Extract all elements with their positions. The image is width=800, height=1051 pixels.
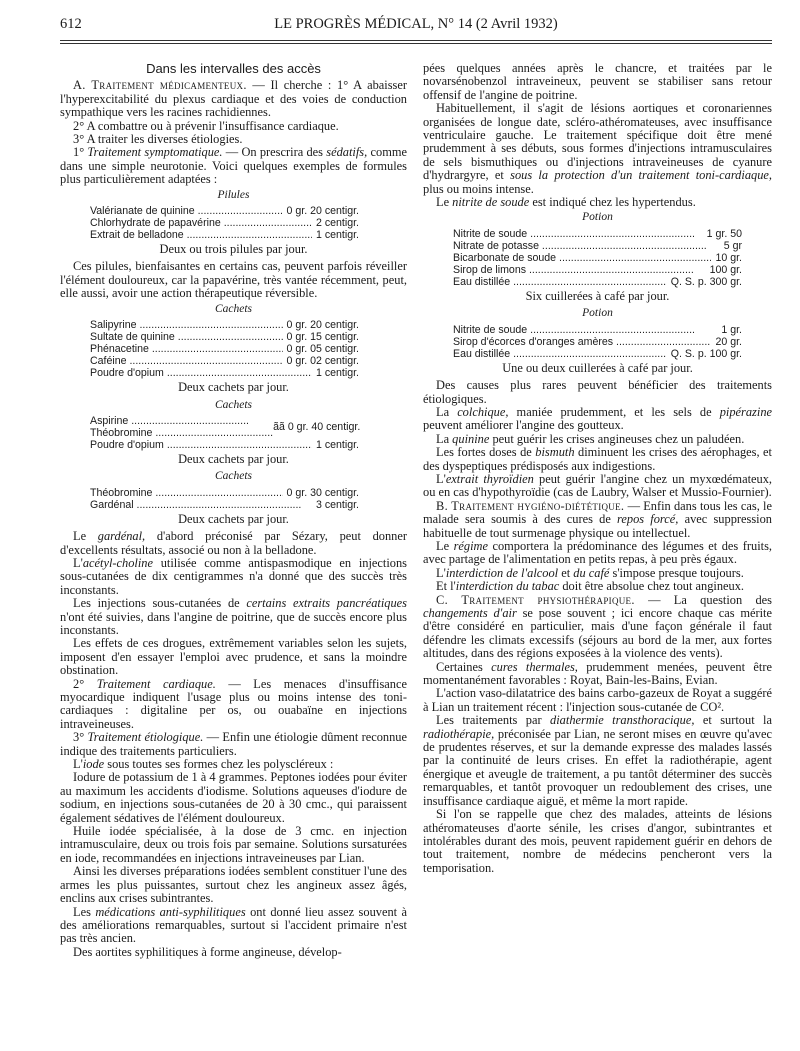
paragraph: Huile iodée spécialisée, à la dose de 3 cmc. en injection intramusculaire, deux ou trois fois par semaine. Solutions sursaturées en iode, recommandées en injections intraveineuses par Lian. bbox=[60, 824, 407, 865]
text: et bbox=[558, 565, 574, 580]
ingredient: Valérianate de quinine ..... bbox=[90, 205, 283, 217]
text: Les bbox=[73, 904, 96, 919]
dose: 0 gr. 20 centigr. bbox=[286, 319, 359, 332]
emphasis: colchique, bbox=[457, 404, 509, 419]
paragraph bbox=[423, 580, 772, 593]
right-column bbox=[423, 62, 772, 875]
text: s'impose presque toujours. bbox=[609, 565, 744, 580]
text: — La question des bbox=[634, 592, 772, 607]
paragraph: Iodure de potassium de 1 à 4 grammes. Peptones iodées pour éviter au maximum les accidents d'iodisme. Solutions aqueuses d'iodure de sodium, en injections sous-cutanées de 20 à 30 cmc., qui paraissent également sédatives de l'élément douloureux. bbox=[60, 770, 407, 825]
prescription-row bbox=[90, 205, 359, 217]
dose: Q. S. p. 100 gr. bbox=[670, 347, 742, 360]
emphasis: du café bbox=[573, 565, 610, 580]
emphasis: gardénal, bbox=[97, 529, 146, 544]
dosage-note: Deux cachets par jour. bbox=[178, 511, 289, 526]
emphasis: radiothérapie, bbox=[423, 726, 495, 741]
paragraph bbox=[60, 557, 407, 597]
paragraph bbox=[423, 714, 772, 808]
paragraph bbox=[423, 406, 772, 433]
text: n'ont été suivies, dans l'angine de poitrine, que de succès encore plus inconstants. bbox=[60, 609, 407, 637]
ingredient: Caféine ..... bbox=[90, 355, 283, 367]
text: Le bbox=[436, 538, 454, 553]
dosage-note: Une ou deux cuillerées à café par jour. bbox=[502, 360, 693, 375]
subsection-label: B. Traitement hygiéno-diététique. bbox=[436, 498, 625, 513]
prescription-potion-2 bbox=[423, 307, 772, 375]
paragraph bbox=[60, 758, 407, 771]
text: 1° bbox=[73, 145, 88, 160]
paragraph bbox=[423, 433, 772, 446]
text: utilisée comme antispasmodique en injections sous-cutanées de dix centigrammes n'a donné que des succès très inconstants. bbox=[60, 555, 407, 597]
dose: 1 centigr. bbox=[316, 438, 359, 451]
text: sous toutes ses formes chez les polyscléreux : bbox=[104, 757, 334, 772]
prescription-row bbox=[90, 355, 359, 367]
paragraph bbox=[423, 594, 772, 661]
text: d'abord préconisé par Sézary, peut donner d'excellents résultats, associé ou non à la belladone. bbox=[60, 529, 407, 557]
paragraph bbox=[423, 473, 772, 500]
emphasis: interdiction de l'alcool bbox=[445, 565, 559, 580]
dose: 0 gr. 20 centigr. bbox=[286, 205, 359, 218]
text: — Les menaces d'insuffisance myocardique indiquent l'usage plus ou moins intense des toni-cardiaques : digitaline per os, ou ouabaïne en injections intraveineuses. bbox=[60, 676, 408, 731]
paragraph: L'action vaso-dilatatrice des bains carbo-gazeux de Royat a suggéré à Lian un traitement récent : l'injection sous-cutanée de CO². bbox=[423, 686, 772, 714]
ingredient: Phénacetine ..... bbox=[90, 343, 283, 355]
page-header bbox=[60, 16, 772, 36]
text: — On prescrira des bbox=[222, 145, 327, 160]
section-title: Dans les intervalles des accès bbox=[146, 61, 321, 76]
paragraph: Les effets de ces drogues, extrêmement variables selon les sujets, imposent d'en essayer l'emploi avec prudence, et sans la moindre obstination. bbox=[60, 636, 407, 678]
paragraph bbox=[423, 540, 772, 567]
dose: Q. S. p. 300 gr. bbox=[670, 275, 742, 288]
prescription-row bbox=[90, 217, 359, 229]
ingredient: Bicarbonate de soude ..... bbox=[453, 252, 711, 264]
dosage-note: Deux cachets par jour. bbox=[178, 380, 289, 395]
prescription-row bbox=[453, 276, 742, 288]
dose: 1 centigr. bbox=[316, 367, 359, 380]
prescription-row bbox=[90, 439, 359, 451]
text: est indiqué chez les hypertendus. bbox=[529, 195, 696, 210]
dose: 0 gr. 02 centigr. bbox=[286, 355, 359, 368]
prescription-cachets-1 bbox=[60, 303, 407, 395]
page-number: 612 bbox=[60, 16, 82, 32]
emphasis: régime bbox=[453, 538, 488, 553]
prescription-row bbox=[453, 336, 742, 348]
dose: 1 gr. bbox=[721, 323, 742, 336]
prescription-row bbox=[453, 252, 742, 264]
emphasis: pipérazine bbox=[719, 404, 773, 419]
text: diminuent les crises des aérophages, et des dyspeptiques prédisposés aux indigestions. bbox=[423, 445, 772, 473]
paragraph bbox=[423, 196, 772, 209]
ingredient: Eau distillée ..... bbox=[453, 348, 667, 360]
text: La bbox=[436, 404, 458, 419]
paragraph: 3° A traiter les diverses étiologies. bbox=[73, 132, 243, 147]
ingredient: Sultate de quinine ..... bbox=[90, 331, 283, 343]
text: peut guérir l'angine chez un myxœdémateux, ou en cas d'hypothyroïdie (cas de Laubry, Walser et Mussio-Fournier). bbox=[423, 471, 773, 500]
emphasis: médications anti-syphilitiques bbox=[95, 904, 246, 919]
header-rule-second bbox=[60, 43, 772, 44]
prescription-brace-group bbox=[90, 415, 359, 439]
text: plus ou moins intense. bbox=[423, 181, 534, 196]
running-title: LE PROGRÈS MÉDICAL, N° 14 (2 Avril 1932) bbox=[274, 16, 558, 32]
paragraph: Des causes plus rares peuvent bénéficier des traitements étiologiques. bbox=[423, 378, 772, 406]
text: 3° bbox=[73, 730, 88, 745]
prescription-row bbox=[453, 228, 742, 240]
prescription-row bbox=[90, 343, 359, 355]
text: doit être absolue chez tout angineux. bbox=[559, 579, 745, 594]
header-rule bbox=[60, 40, 772, 41]
dosage-note: Deux ou trois pilules par jour. bbox=[159, 242, 308, 257]
prescription-row bbox=[453, 240, 742, 252]
emphasis: extrait thyroïdien bbox=[445, 471, 534, 486]
text: L' bbox=[436, 471, 446, 486]
emphasis: certains extraits pancréatiques bbox=[246, 596, 408, 611]
prescription-row bbox=[90, 319, 359, 331]
emphasis: diathermie transthoracique, bbox=[550, 713, 695, 728]
prescription-title: Potion bbox=[582, 211, 613, 224]
paragraph bbox=[60, 906, 407, 946]
paragraph bbox=[423, 446, 772, 473]
emphasis: repos forcé, bbox=[617, 512, 679, 527]
prescription-title: Cachets bbox=[214, 470, 253, 483]
emphasis: sédatifs, bbox=[326, 145, 368, 160]
ingredient: Nitrate de potasse ..... bbox=[453, 240, 720, 252]
paragraph: Si l'on se rappelle que chez des malades, atteints de lésions athéromateuses d'aorte sénile, les crises d'angor, subintrantes et intolérables durant des mois, peuvent rapidement guérir en dehors de tout traitement, nombre de médecins pencheront vers la temporisation. bbox=[423, 807, 772, 875]
text: et surtout la bbox=[694, 713, 772, 728]
ingredient: Sirop de limons ..... bbox=[453, 264, 706, 276]
subsection-label: C. Traitement physiothérapique. bbox=[436, 592, 635, 607]
ingredient: Poudre d'opium ..... bbox=[90, 439, 312, 451]
text: avec suppression habituelle de tout surmenage physique ou intellectuel. bbox=[423, 512, 772, 540]
text: L' bbox=[73, 555, 83, 570]
prescription-title: Pilules bbox=[217, 188, 250, 201]
text: Le bbox=[436, 195, 453, 210]
paragraph bbox=[60, 79, 407, 119]
ingredient: Eau distillée ..... bbox=[453, 276, 667, 288]
dose: 0 gr. 05 centigr. bbox=[286, 343, 359, 356]
paragraph bbox=[423, 500, 772, 540]
paragraph bbox=[60, 530, 407, 557]
ingredient: Nitrite de soude ..... bbox=[453, 324, 717, 336]
dose: 3 centigr. bbox=[316, 498, 359, 511]
emphasis: cures thermales, bbox=[491, 659, 578, 674]
prescription-potion-1 bbox=[423, 211, 772, 303]
ingredient: Théobromine ..... bbox=[90, 487, 283, 499]
ingredient: Chlorhydrate de papavérine ..... bbox=[90, 217, 312, 229]
paragraph bbox=[423, 661, 772, 688]
text: 2° bbox=[73, 676, 97, 691]
ingredient: Théobromine ..... bbox=[90, 427, 273, 439]
text: Le bbox=[73, 529, 98, 544]
dose: 1 centigr. bbox=[316, 229, 359, 242]
prescription-row bbox=[90, 331, 359, 343]
text: L' bbox=[436, 565, 446, 580]
paragraph: 2° A combattre ou à prévenir l'insuffisance cardiaque. bbox=[73, 118, 339, 133]
dosage-note: Deux cachets par jour. bbox=[178, 451, 289, 466]
subsection-label: A. Traitement médicamenteux. bbox=[73, 78, 247, 93]
prescription-row bbox=[453, 348, 742, 360]
emphasis: changements d'air bbox=[423, 606, 517, 620]
dose: 100 gr. bbox=[709, 263, 742, 276]
paragraph: Ainsi les diverses préparations iodées semblent constituer l'une des armes les plus puissantes, surtout chez les angineux assez âgés, enclins aux crises subintrantes. bbox=[60, 864, 407, 906]
paragraph: Ces pilules, bienfaisantes en certains cas, peuvent parfois réveiller l'élément douloureux, car la papavérine, très vantée récemment, peut, elle aussi, avoir une action thérapeutique réversible. bbox=[60, 259, 407, 301]
text: L' bbox=[73, 757, 83, 772]
emphasis: Traitement étiologique. bbox=[87, 730, 204, 745]
left-column bbox=[60, 62, 407, 959]
paragraph bbox=[60, 597, 407, 637]
ingredient: Gardénal ..... bbox=[90, 499, 312, 511]
dose: 20 gr. bbox=[715, 335, 742, 348]
prescription-title: Potion bbox=[582, 307, 613, 320]
prescription-title: Cachets bbox=[214, 302, 253, 315]
paragraph: Des aortites syphilitiques à forme angineuse, dévelop- bbox=[73, 944, 342, 959]
paragraph bbox=[423, 567, 772, 580]
text: Les fortes doses de bbox=[436, 445, 536, 460]
ingredient: Extrait de belladone ..... bbox=[90, 229, 312, 241]
ingredient: Nitrite de soude ..... bbox=[453, 228, 703, 240]
paragraph bbox=[60, 146, 407, 186]
brace-ingredients bbox=[90, 415, 273, 439]
emphasis: interdiction du tabac bbox=[455, 579, 560, 594]
text: — Il cherche : 1° A abaisser l'hyperexcitabilité du plexus cardiaque et des voies de conduction sympathique vers les racines rachidiennes. bbox=[60, 78, 407, 120]
emphasis: Traitement symptomatique. bbox=[87, 145, 223, 160]
paragraph: pées quelques années après le chancre, et traitées par le novarsénobenzol intraveineux, peuvent se stabiliser sans retour offensif de l'angine de poitrine. bbox=[423, 61, 772, 102]
dose: 2 centigr. bbox=[316, 217, 359, 230]
emphasis: sous la protection d'un traitement toni-cardiaque, bbox=[510, 168, 773, 183]
prescription-row bbox=[90, 367, 359, 379]
paragraph bbox=[60, 731, 407, 758]
ingredient: Sirop d'écorces d'oranges amères ..... bbox=[453, 336, 711, 348]
paragraph bbox=[60, 678, 407, 732]
text: Les injections sous-cutanées de bbox=[73, 596, 247, 611]
text: — Enfin une étiologie dûment reconnue indique des traitements particuliers. bbox=[60, 730, 408, 758]
prescription-row bbox=[90, 499, 359, 511]
dose: 10 gr. bbox=[715, 251, 742, 264]
ingredient: Aspirine ..... bbox=[90, 415, 273, 427]
dose: 5 gr bbox=[723, 239, 742, 252]
prescription-cachets-3 bbox=[60, 470, 407, 526]
ingredient: Salipyrine ..... bbox=[90, 319, 283, 331]
text: Les traitements par bbox=[436, 713, 551, 728]
text: se pose souvent ; ici encore chaque cas mérite d'être considéré en particulier, mais d'une façon générale il faut défendre les climats excessifs (séjours au bord de la mer, aux fortes altitudes, dans des régions exposées à la violence des vents). bbox=[423, 606, 772, 661]
text: La bbox=[436, 431, 453, 446]
text: prudemment menées, peuvent être momentanément favorables : Royat, Bain-les-Bains, Evian. bbox=[423, 659, 772, 688]
text: — Enfin dans tous les cas, le malade sera soumis à des cures de bbox=[423, 498, 772, 527]
emphasis: Traitement cardiaque. bbox=[96, 676, 216, 691]
text: Habituellement, il s'agit de lésions aortiques et coronariennes organisées de longue date, scléro-athéromateuses, avec insuffisance ventriculaire gauche. Le traitement spécifique doit être mené prudemment à ses débuts, sous formes d'injections intramusculaires de sels bismuthiques ou d'injections intraveineuses de cyanure d'hydrargyre, et bbox=[423, 101, 772, 183]
emphasis: iode bbox=[82, 757, 105, 772]
emphasis: quinine bbox=[452, 431, 490, 446]
dose: 1 gr. 50 bbox=[706, 227, 742, 240]
prescription-row bbox=[90, 229, 359, 241]
dose: ãã 0 gr. 40 centigr. bbox=[273, 420, 361, 433]
text: comme dans une simple neurotonie. Voici quelques exemples de formules plus particulièrement adaptées : bbox=[60, 145, 407, 187]
text: Et l' bbox=[436, 579, 456, 594]
prescription-pilules bbox=[60, 189, 407, 257]
prescription-cachets-2 bbox=[60, 399, 407, 467]
prescription-title: Cachets bbox=[214, 398, 253, 411]
emphasis: nitrite de soude bbox=[452, 195, 530, 210]
prescription-row bbox=[453, 324, 742, 336]
prescription-row bbox=[90, 487, 359, 499]
emphasis: acétyl-choline bbox=[82, 555, 153, 570]
text: ont donné lieu assez souvent à des améliorations remarquables, surtout si l'accident primaire n'est pas très ancien. bbox=[60, 904, 408, 946]
text: préconisée par Lian, ne seront mises en œuvre qu'avec de prudentes réserves, et sur la demande expresse des malades lassés par la continuité de leurs crises. En effet la radiothérapie, agent énergique et aveugle de traitement, a pu tantôt déterminer des succès remarquables, et tantôt provoquer un redoublement des crises, une insuffisance cardiaque aiguë, et même la mort rapide. bbox=[423, 726, 772, 808]
text: maniée prudemment, et les sels de bbox=[508, 404, 720, 419]
text: peuvent améliorer l'angine des goutteux. bbox=[423, 418, 624, 433]
dose: 0 gr. 15 centigr. bbox=[286, 331, 359, 344]
text: peut guérir les crises angineuses chez un paludéen. bbox=[489, 431, 745, 446]
emphasis: bismuth bbox=[535, 445, 575, 460]
prescription-row bbox=[453, 264, 742, 276]
paragraph bbox=[423, 102, 772, 196]
dose: 0 gr. 30 centigr. bbox=[286, 486, 359, 499]
text: comportera la prédominance des légumes et des fruits, avec partage de l'alimentation en petits repas, à peu près égaux. bbox=[423, 538, 772, 567]
dosage-note: Six cuillerées à café par jour. bbox=[525, 288, 670, 303]
ingredient: Poudre d'opium ..... bbox=[90, 367, 312, 379]
text: Certaines bbox=[436, 659, 492, 674]
